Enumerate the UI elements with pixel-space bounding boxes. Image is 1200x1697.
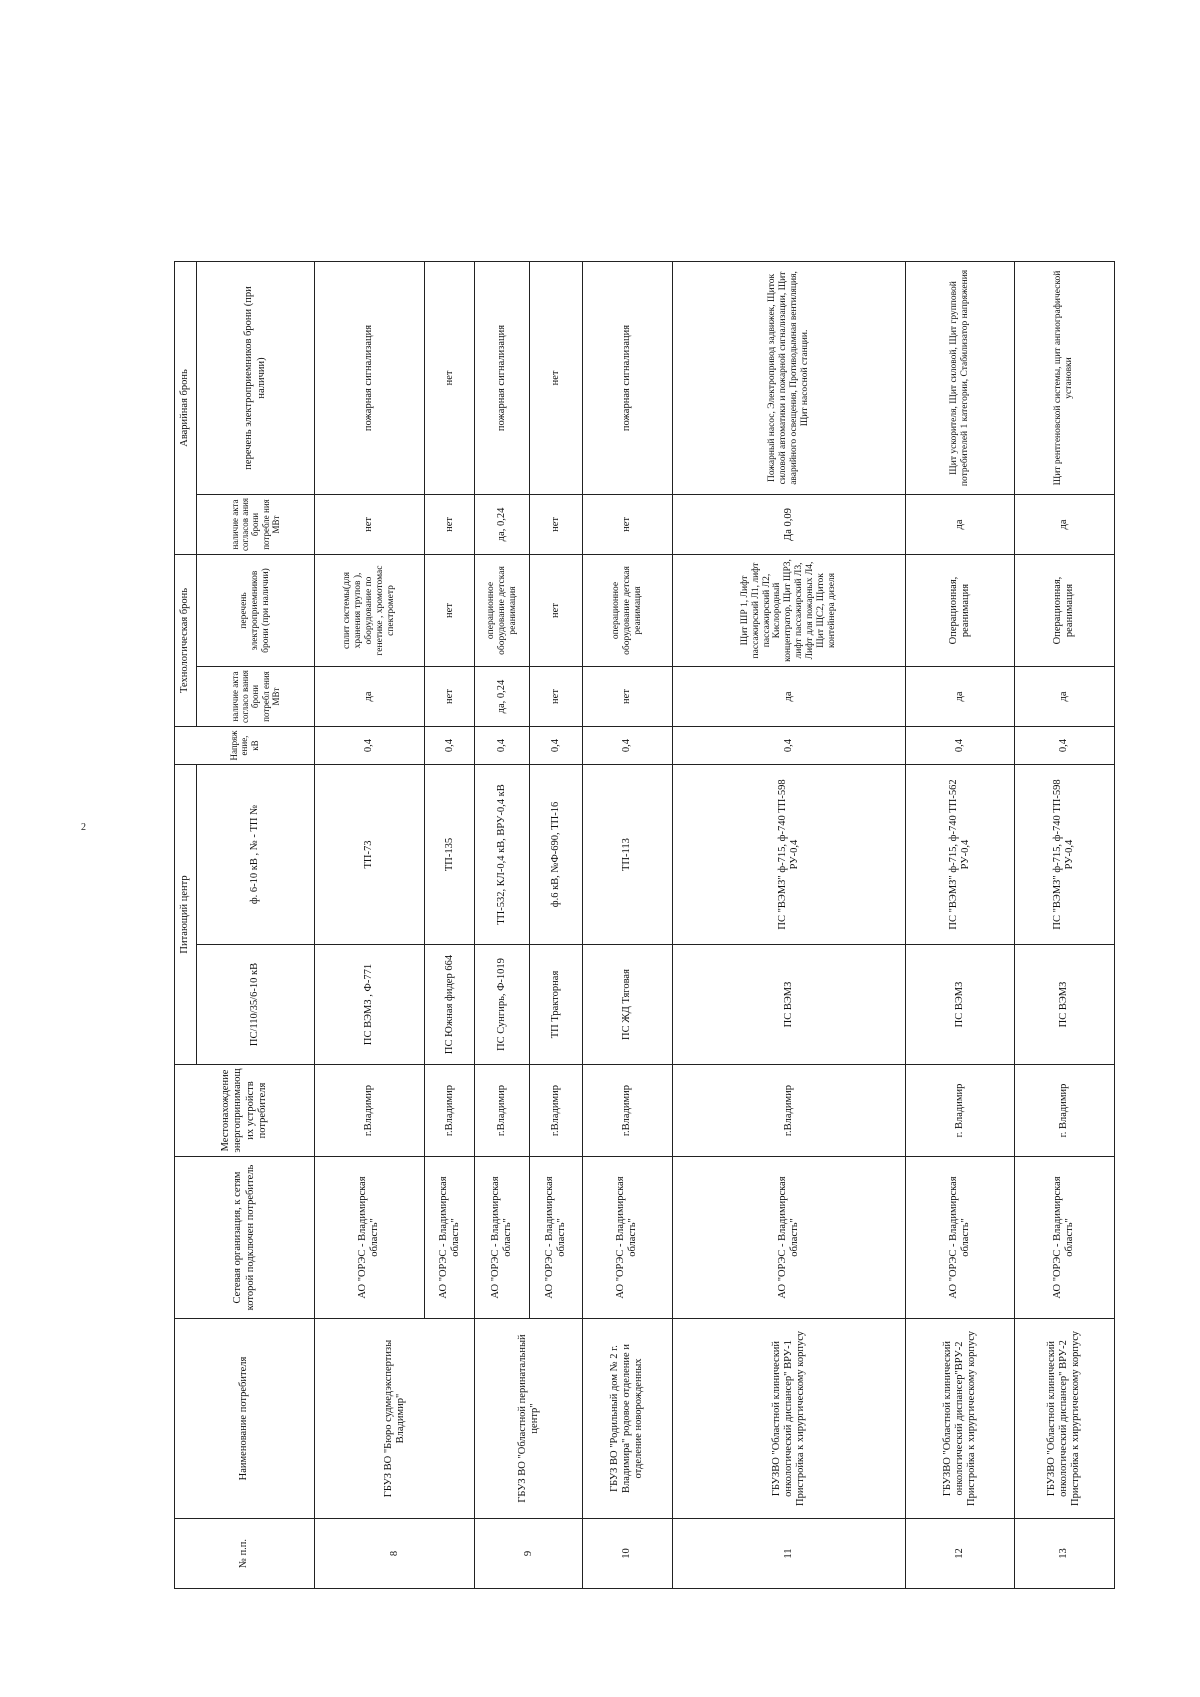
table-row [1014, 261, 1114, 1588]
tech-list: нет [529, 554, 582, 666]
location: г.Владимир [315, 1065, 425, 1157]
feed-ps: ПС Южная фидер 664 [424, 945, 475, 1065]
emerg-act: да [1014, 494, 1114, 554]
tech-list: операционное оборудование детская реанимация [475, 554, 529, 666]
table-row [672, 261, 906, 1588]
feed-ps: ПС ВЭМЗ , Ф-771 [315, 945, 425, 1065]
feed-ps: ПС ВЭМЗ [1014, 945, 1114, 1065]
voltage: 0,4 [475, 727, 529, 765]
voltage: 0,4 [906, 727, 1015, 765]
voltage: 0,4 [672, 727, 906, 765]
header-emergency: Аварийная бронь [175, 261, 197, 554]
voltage: 0,4 [529, 727, 582, 765]
row-num: 8 [315, 1519, 475, 1589]
tech-act: нет [424, 667, 475, 727]
voltage: 0,4 [1014, 727, 1114, 765]
page-number: 2 [81, 822, 86, 833]
emerg-act: да [906, 494, 1015, 554]
emerg-act: нет [582, 494, 672, 554]
tech-act: нет [529, 667, 582, 727]
tech-act: да [672, 667, 906, 727]
feed-ps: ТП Тракторная [529, 945, 582, 1065]
emerg-list: пожарная сигнализация [475, 261, 529, 494]
emerg-list: Пожарный насос, Электропривод задвижек, Щиток силовой автоматики и пожарной сигнализации, Щит аварийного освещения, Противодымная вентиляция, Щит насосной станции. [672, 261, 906, 494]
tech-list: Щит ШР 1, Лифт пассажирский Л1, лифт пассажирский Л2, Кислородный концентратор, Щит ЩР3, лифт пассажирский Л3, Лифт для пожарных Л4, Щит ЩС2, Щиток контейнера дизеля [672, 554, 906, 666]
feed-feeder: ПС "ВЭМЗ" ф-715, ф-740 ТП-598 РУ-0,4 [672, 765, 906, 945]
network-org: АО "ОРЭС - Владимирская область" [906, 1157, 1015, 1319]
tech-act: да [1014, 667, 1114, 727]
voltage: 0,4 [315, 727, 425, 765]
header-voltage: Напряж ение, кВ [175, 727, 315, 765]
emerg-act: нет [424, 494, 475, 554]
location: г.Владимир [582, 1065, 672, 1157]
consumer-name: ГБУЗ ВО "Бюро судмедэкспертизы Владимир" [315, 1319, 475, 1519]
network-org: АО "ОРЭС - Владимирская область" [424, 1157, 475, 1319]
consumer-name: ГБУЗВО "Областной клинический онкологический диспансер" ВРУ-1 Пристройка к хирургическому корпусу [672, 1319, 906, 1519]
feed-ps: ПС ЖД Тяговая [582, 945, 672, 1065]
feed-ps: ПС Сунгирь, Ф-1019 [475, 945, 529, 1065]
tech-list: Операционная, реанимация [906, 554, 1015, 666]
reserve-table [174, 261, 1115, 1589]
row-num: 13 [1014, 1519, 1114, 1589]
feed-ps: ПС ВЭМЗ [906, 945, 1015, 1065]
table-row [906, 261, 1015, 1588]
table-row [315, 261, 425, 1588]
location: г.Владимир [529, 1065, 582, 1157]
location: г.Владимир [424, 1065, 475, 1157]
network-org: АО "ОРЭС - Владимирская область" [315, 1157, 425, 1319]
consumer-name: ГБУЗ ВО "Областной перинатальный центр" [475, 1319, 582, 1519]
header-num: № п.п. [175, 1519, 315, 1589]
row-num: 11 [672, 1519, 906, 1589]
tech-list: операционное оборудование детская реанимация [582, 554, 672, 666]
emerg-act: нет [529, 494, 582, 554]
tech-act: да [315, 667, 425, 727]
tech-act: нет [582, 667, 672, 727]
tech-act: да [906, 667, 1015, 727]
emerg-list: пожарная сигнализация [582, 261, 672, 494]
header-name: Наименование потребителя [175, 1319, 315, 1519]
table-row [475, 261, 529, 1588]
location: г. Владимир [1014, 1065, 1114, 1157]
header-feed-feeder: ф. 6-10 кВ , № - ТП № [197, 765, 315, 945]
location: г.Владимир [672, 1065, 906, 1157]
emerg-list: нет [424, 261, 475, 494]
emerg-act: Да 0,09 [672, 494, 906, 554]
header-emerg-act: наличие акта согласов ания брони потребле ния МВт [197, 494, 315, 554]
header-feed-ps: ПС/110/35/6-10 кВ [197, 945, 315, 1065]
row-num: 9 [475, 1519, 582, 1589]
table-row [582, 261, 672, 1588]
tech-act: да, 0,24 [475, 667, 529, 727]
header-tech: Технологическая бронь [175, 554, 197, 726]
header-location: Местонахождение энергопринимающих устройств потребителя [175, 1065, 315, 1157]
emerg-list: нет [529, 261, 582, 494]
emerg-list: Щит рентгеновской системы, щит ангиографической установки [1014, 261, 1114, 494]
network-org: АО "ОРЭС - Владимирская область" [582, 1157, 672, 1319]
network-org: АО "ОРЭС - Владимирская область" [672, 1157, 906, 1319]
header-tech-list: перечень электроприемников брони (при наличии) [197, 554, 315, 666]
emerg-act: нет [315, 494, 425, 554]
feed-feeder: ПС "ВЭМЗ" ф-715, ф-740 ТП-562 РУ-0,4 [906, 765, 1015, 945]
emerg-act: да, 0,24 [475, 494, 529, 554]
feed-feeder: ТП-532, КЛ-0,4 кВ, ВРУ-0,4 кВ [475, 765, 529, 945]
network-org: АО "ОРЭС - Владимирская область" [475, 1157, 529, 1319]
row-num: 10 [582, 1519, 672, 1589]
tech-list: нет [424, 554, 475, 666]
network-org: АО "ОРЭС - Владимирская область" [1014, 1157, 1114, 1319]
feed-feeder: ТП-73 [315, 765, 425, 945]
feed-feeder: ТП-113 [582, 765, 672, 945]
network-org: АО "ОРЭС - Владимирская область" [529, 1157, 582, 1319]
header-emerg-list: перечень электроприемников брони (при наличии) [197, 261, 315, 494]
tech-list: сплит системы(для хранения трупов ), оборудование по генетике , хромотомас спектрометр [315, 554, 425, 666]
feed-feeder: ТП-135 [424, 765, 475, 945]
feed-ps: ПС ВЭМЗ [672, 945, 906, 1065]
emerg-list: Щит ускорителя, Щит силовой, Щит групповой потребителей 1 категории, Стабилизатор напряжения [906, 261, 1015, 494]
emerg-list: пожарная сигнализация [315, 261, 425, 494]
row-num: 12 [906, 1519, 1015, 1589]
header-row-1 [175, 261, 197, 1588]
rotated-page [174, 262, 1115, 1589]
voltage: 0,4 [424, 727, 475, 765]
feed-feeder: ф.6 кВ, №Ф-690, ТП-16 [529, 765, 582, 945]
feed-feeder: ПС "ВЭМЗ" ф-715, ф-740 ТП-598 РУ-0,4 [1014, 765, 1114, 945]
header-network: Сетевая организация, к сетям которой подключен потребитель [175, 1157, 315, 1319]
consumer-name: ГБУЗВО "Областной клинический онкологический диспансер" ВРУ-2 Пристройка к хирургическому корпусу [1014, 1319, 1114, 1519]
location: г. Владимир [906, 1065, 1015, 1157]
header-feed-center: Питающий центр [175, 765, 197, 1065]
voltage: 0,4 [582, 727, 672, 765]
tech-list: Операционная, реанимация [1014, 554, 1114, 666]
location: г.Владимир [475, 1065, 529, 1157]
consumer-name: ГБУЗВО "Областной клинический онкологический диспансер"ВРУ-2 Пристройка к хирургическому корпусу [906, 1319, 1015, 1519]
header-tech-act: наличие акта согласо вания брони потребл ения МВт [197, 667, 315, 727]
consumer-name: ГБУЗ ВО "Родильный дом № 2 г. Владимира" родовое отделение и отделение новорожденных [582, 1319, 672, 1519]
